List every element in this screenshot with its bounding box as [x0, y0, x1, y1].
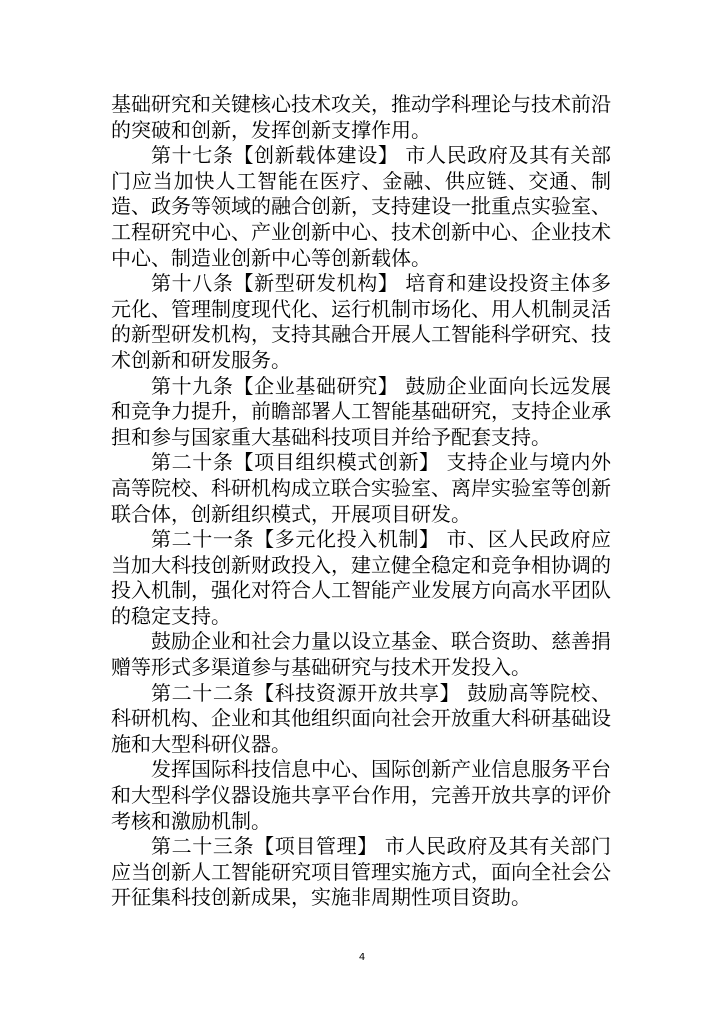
article-21-diversified-investment: 第二十一条【多元化投入机制】 市、区人民政府应当加大科技创新财政投入，建立健全稳定和竞争相协调的投入机制，强化对符合人工智能产业发展方向高水平团队的稳定支持。	[111, 527, 611, 628]
article-23-project-management: 第二十三条【项目管理】 市人民政府及其有关部门应当创新人工智能研究项目管理实施方式，面向全社会公开征集科技创新成果，实施非周期性项目资助。	[111, 834, 611, 910]
page-number: 4	[358, 952, 366, 963]
document-body	[111, 92, 611, 911]
paragraph-continuation: 基础研究和关键核心技术攻关，推动学科理论与技术前沿的突破和创新，发挥创新支撑作用。	[111, 92, 611, 142]
article-18-new-rd-institutions: 第十八条【新型研发机构】 培育和建设投资主体多元化、管理制度现代化、运行机制市场化、用人机制灵活的新型研发机构，支持其融合开展人工智能科学研究、技术创新和研发服务。	[111, 271, 611, 372]
article-20-project-organization: 第二十条【项目组织模式创新】 支持企业与境内外高等院校、科研机构成立联合实验室、离岸实验室等创新联合体，创新组织模式，开展项目研发。	[111, 450, 611, 526]
article-19-enterprise-basic-research: 第十九条【企业基础研究】 鼓励企业面向长远发展和竞争力提升，前瞻部署人工智能基础研究，支持企业承担和参与国家重大基础科技项目并给予配套支持。	[111, 373, 611, 449]
article-22-resource-sharing: 第二十二条【科技资源开放共享】 鼓励高等院校、科研机构、企业和其他组织面向社会开放重大科研基础设施和大型科研仪器。	[111, 680, 611, 756]
article-17-innovation-carriers: 第十七条【创新载体建设】 市人民政府及其有关部门应当加快人工智能在医疗、金融、供应链、交通、制造、政务等领域的融合创新，支持建设一批重点实验室、工程研究中心、产业创新中心、技术创新中心、企业技术中心、制造业创新中心等创新载体。	[111, 143, 611, 270]
article-21-paragraph-2: 鼓励企业和社会力量以设立基金、联合资助、慈善捐赠等形式多渠道参与基础研究与技术开发投入。	[111, 629, 611, 680]
article-22-paragraph-2: 发挥国际科技信息中心、国际创新产业信息服务平台和大型科学仪器设施共享平台作用，完善开放共享的评价考核和激励机制。	[111, 757, 611, 833]
